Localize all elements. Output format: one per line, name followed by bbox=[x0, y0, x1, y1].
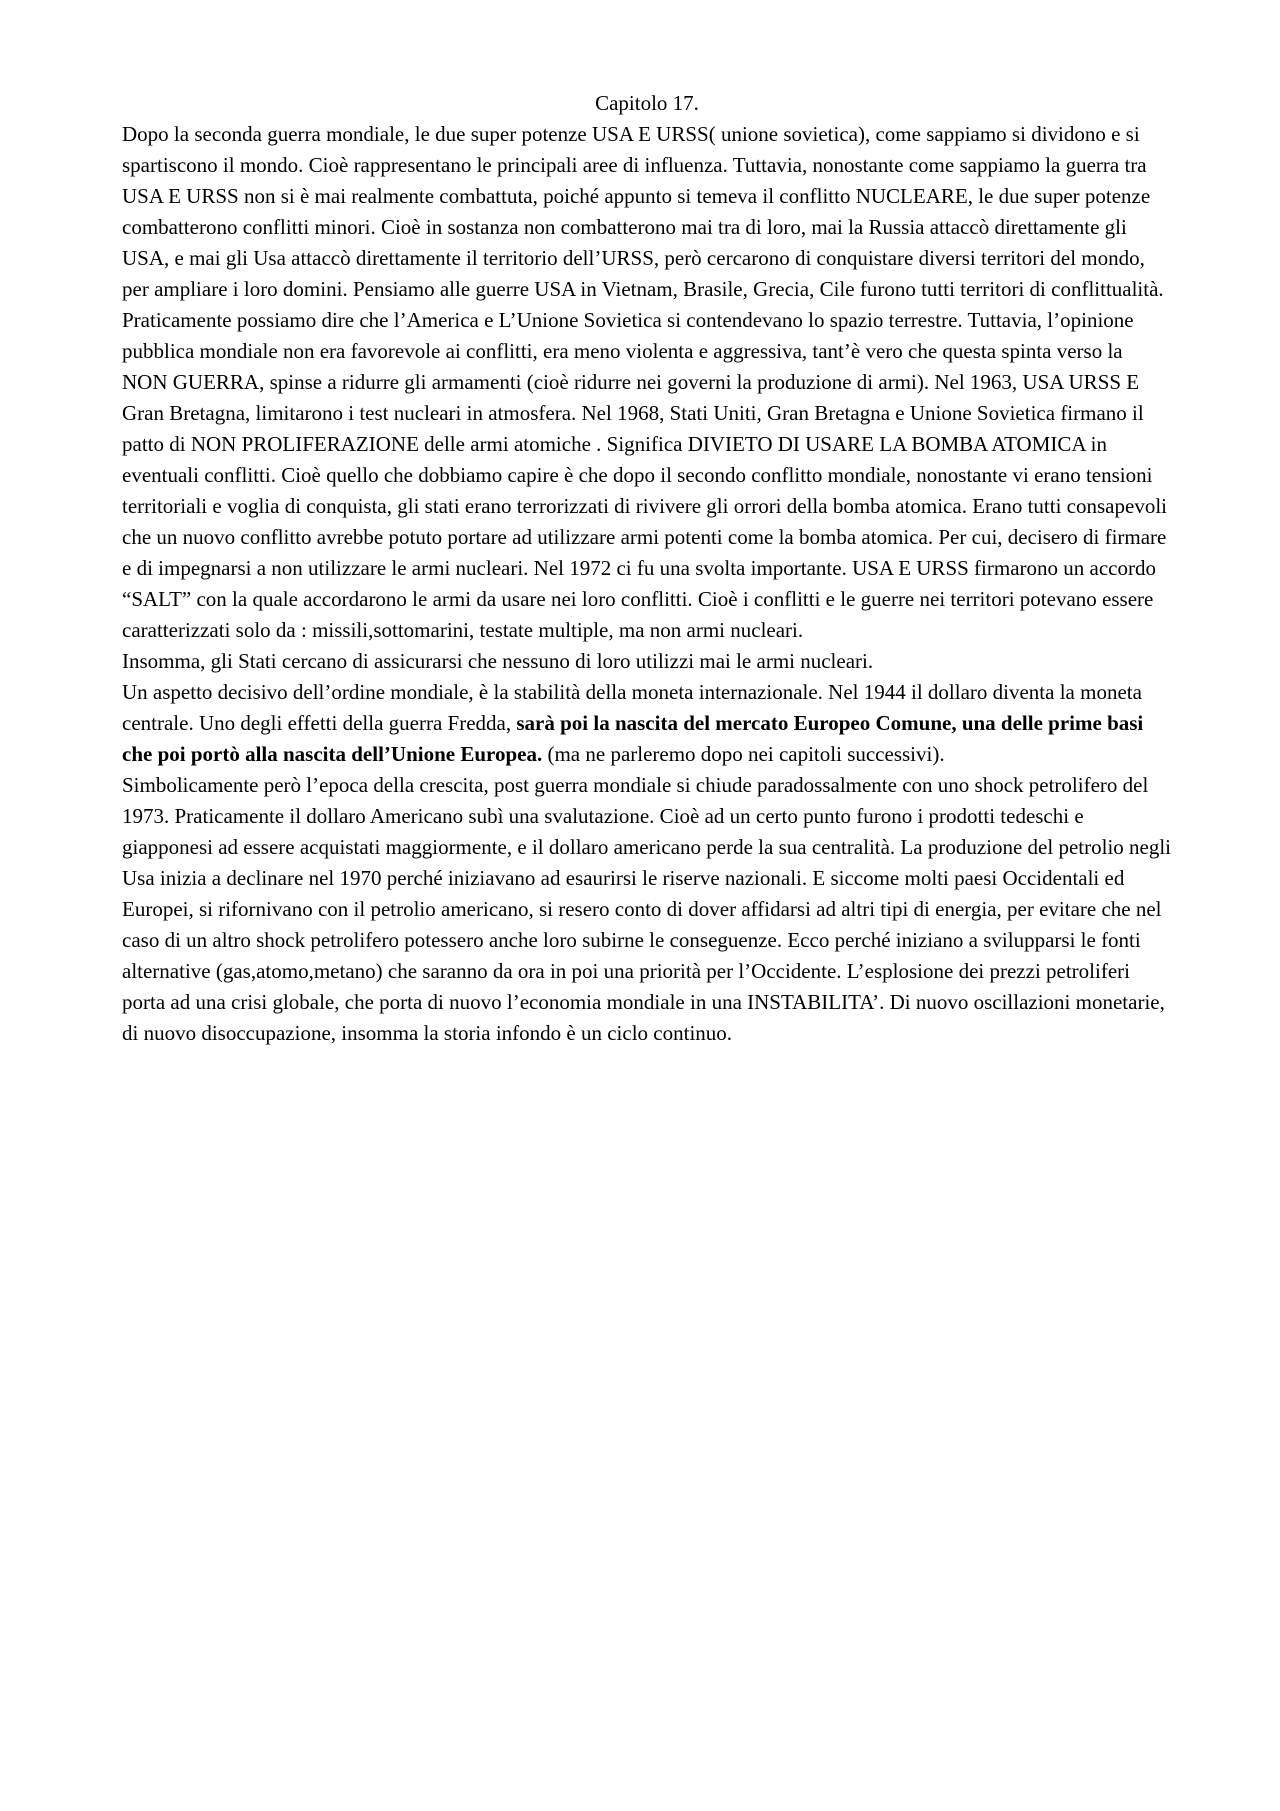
paragraph-2: Praticamente possiamo dire che l’America e L’Unione Sovietica si contendevano lo spazio terrestre. Tuttavia, l’opinione pubblica mondiale non era favorevole ai conflitti, era meno violenta e aggressiva, tant’è vero che questa spinta verso la NON GUERRA, spinse a ridurre gli armamenti (cioè ridurre nei governi la produzione di armi). Nel 1963, USA URSS E Gran Bretagna, limitarono i test nucleari in atmosfera. Nel 1968, Stati Uniti, Gran Bretagna e Unione Sovietica firmano il patto di NON PROLIFERAZIONE delle armi atomiche . Significa DIVIETO DI USARE LA BOMBA ATOMICA in eventuali conflitti. Cioè quello che dobbiamo capire è che dopo il secondo conflitto mondiale, nonostante vi erano tensioni territoriali e voglia di conquista, gli stati erano terrorizzati di rivivere gli orrori della bomba atomica. Erano tutti consapevoli che un nuovo conflitto avrebbe potuto portare ad utilizzare armi potenti come la bomba atomica. Per cui, decisero di firmare e di impegnarsi a non utilizzare le armi nucleari. Nel 1972 ci fu una svolta importante. USA E URSS firmarono un accordo “SALT” con la quale accordarono le armi da usare nei loro conflitti. Cioè i conflitti e le guerre nei territori potevano essere caratterizzati solo da : missili,sottomarini, testate multiple, ma non armi nucleari. bbox=[122, 308, 1167, 642]
paragraph-4 bbox=[122, 677, 1172, 770]
paragraph-5: Simbolicamente però l’epoca della crescita, post guerra mondiale si chiude paradossalmente con uno shock petrolifero del 1973. Praticamente il dollaro Americano subì una svalutazione. Cioè ad un certo punto furono i prodotti tedeschi e giapponesi ad essere acquistati maggiormente, e il dollaro americano perde la sua centralità. La produzione del petrolio negli Usa inizia a declinare nel 1970 perché iniziavano ad esaurirsi le riserve nazionali. E siccome molti paesi Occidentali ed Europei, si rifornivano con il petrolio americano, si resero conto di dover affidarsi ad altri tipi di energia, per evitare che nel caso di un altro shock petrolifero potessero anche loro subirne le conseguenze. Ecco perché iniziano a svilupparsi le fonti alternative (gas,atomo,metano) che saranno da ora in poi una priorità per l’Occidente. L’esplosione dei prezzi petroliferi porta ad una crisi globale, che porta di nuovo l’economia mondiale in una INSTABILITA’. Di nuovo oscillazioni monetarie, di nuovo disoccupazione, insomma la storia infondo è un ciclo continuo. bbox=[122, 773, 1172, 1045]
paragraph-3: Insomma, gli Stati cercano di assicurarsi che nessuno di loro utilizzi mai le armi nucleari. bbox=[122, 649, 874, 673]
paragraph-4-bold-text: sarà poi la nascita del mercato Europeo Comune, una delle prime basi che poi portò alla nascita dell’Unione Europea. bbox=[122, 711, 1144, 766]
paragraph-1: Dopo la seconda guerra mondiale, le due super potenze USA E URSS( unione sovietica), come sappiamo si dividono e si spartiscono il mondo. Cioè rappresentano le principali aree di influenza. Tuttavia, nonostante come sappiamo la guerra tra USA E URSS non si è mai realmente combattuta, poiché appunto si temeva il conflitto NUCLEARE, le due super potenze combatterono conflitti minori. Cioè in sostanza non combatterono mai tra di loro, mai la Russia attaccò direttamente gli USA, e mai gli Usa attaccò direttamente il territorio dell’URSS, però cercarono di conquistare diversi territori del mondo, per ampliare i loro domini. Pensiamo alle guerre USA in Vietnam, Brasile, Grecia, Cile furono tutti territori di conflittualità. bbox=[122, 122, 1164, 301]
document-page bbox=[122, 88, 1172, 1049]
paragraph-4-outro: (ma ne parleremo dopo nei capitoli successivi). bbox=[542, 742, 945, 766]
paragraph-4-intro: Un aspetto decisivo dell’ordine mondiale, è la stabilità della moneta internazionale. Nel 1944 il dollaro diventa la moneta centrale. Uno degli effetti della guerra Fredda, bbox=[122, 680, 1142, 735]
chapter-title: Capitolo 17. bbox=[595, 91, 699, 115]
